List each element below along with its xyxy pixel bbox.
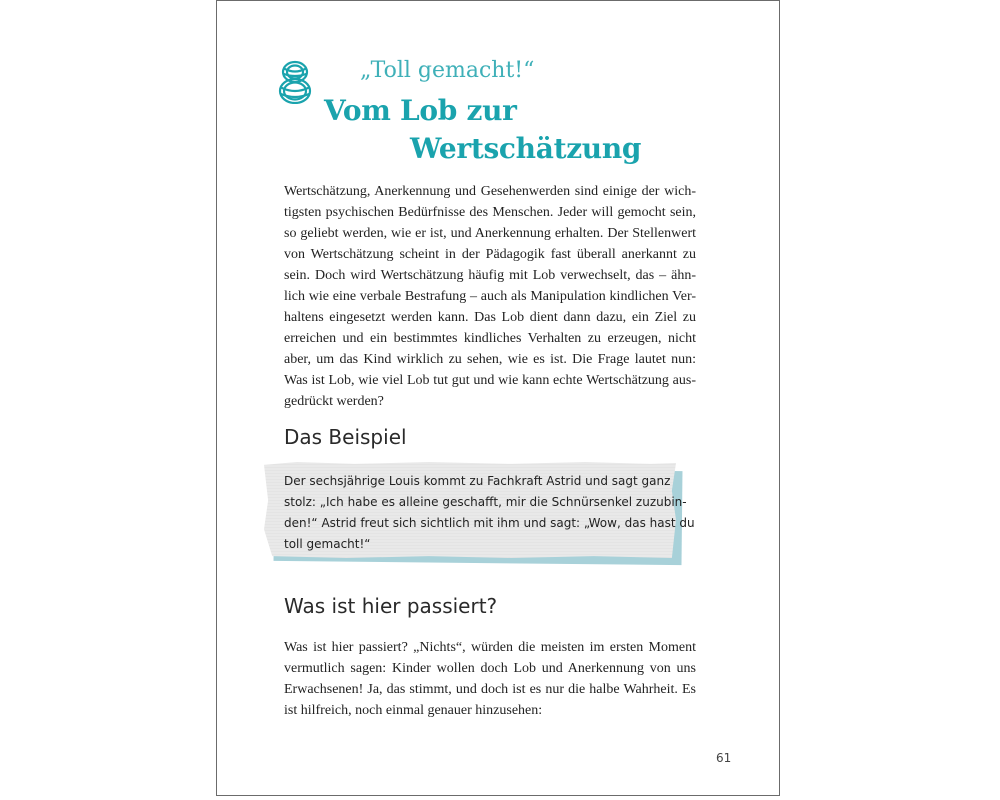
intro-paragraph <box>284 181 696 412</box>
page-number: 61 <box>716 751 732 765</box>
example-text <box>284 471 695 555</box>
text-line: gedrückt werden? <box>284 394 384 409</box>
text-line: toll gemacht!“ <box>284 537 371 551</box>
text-line: so geliebt werden, wie er ist, und Anerkennung erhalten. Der Stellenwert <box>284 226 696 241</box>
text-line: erreichen und ein bestimmtes kindliches Verhalten zu erzeugen, nicht <box>284 331 696 346</box>
text-line: vermutlich sagen: Kinder wollen doch Lob und Anerkennung von uns <box>284 661 696 676</box>
text-line: aber, um das Kind wirklich zu sehen, wie es ist. Die Frage lautet nun: <box>284 352 696 367</box>
text-line: den!“ Astrid freut sich sichtlich mit ihm und sagt: „Wow, das hast du <box>284 516 695 530</box>
chapter-title-line-1: Vom Lob zur <box>324 94 517 127</box>
text-line: lich wie eine verbale Bestrafung – auch als Manipulation kindlichen Ver- <box>284 289 696 304</box>
text-line: Was ist Lob, wie viel Lob tut gut und wie kann echte Wertschätzung aus- <box>284 373 696 388</box>
text-line: Der sechsjährige Louis kommt zu Fachkraft Astrid und sagt ganz <box>284 474 671 488</box>
section-heading-what-happened: Was ist hier passiert? <box>284 594 498 618</box>
text-line: ist hilfreich, noch einmal genauer hinzusehen: <box>284 703 543 718</box>
text-line: tigsten psychischen Bedürfnisse des Menschen. Jeder will gemocht sein, <box>284 205 696 220</box>
text-line: sein. Doch wird Wertschätzung häufig mit Lob verwechselt, das – ähn- <box>284 268 696 283</box>
body-paragraph <box>284 637 696 721</box>
section-heading-example: Das Beispiel <box>284 425 407 449</box>
text-line: haltens eingesetzt werden kann. Das Lob dient dann dazu, ein Ziel zu <box>284 310 696 325</box>
chapter-title-line-2: Wertschätzung <box>410 132 642 165</box>
chapter-number-8 <box>276 60 314 104</box>
text-line: Was ist hier passiert? „Nichts“, würden die meisten im ersten Moment <box>284 640 696 655</box>
text-line: stolz: „Ich habe es alleine geschafft, mir die Schnürsenkel zuzubin- <box>284 495 687 509</box>
chapter-subtitle: „Toll gemacht!“ <box>360 58 535 83</box>
text-line: Wertschätzung, Anerkennung und Gesehenwerden sind einige der wich- <box>284 184 696 199</box>
text-line: von Wertschätzung scheint in der Pädagogik fast überall anerkannt zu <box>284 247 696 262</box>
text-line: Erwachsenen! Ja, das stimmt, und doch ist es nur die halbe Wahrheit. Es <box>284 682 696 697</box>
